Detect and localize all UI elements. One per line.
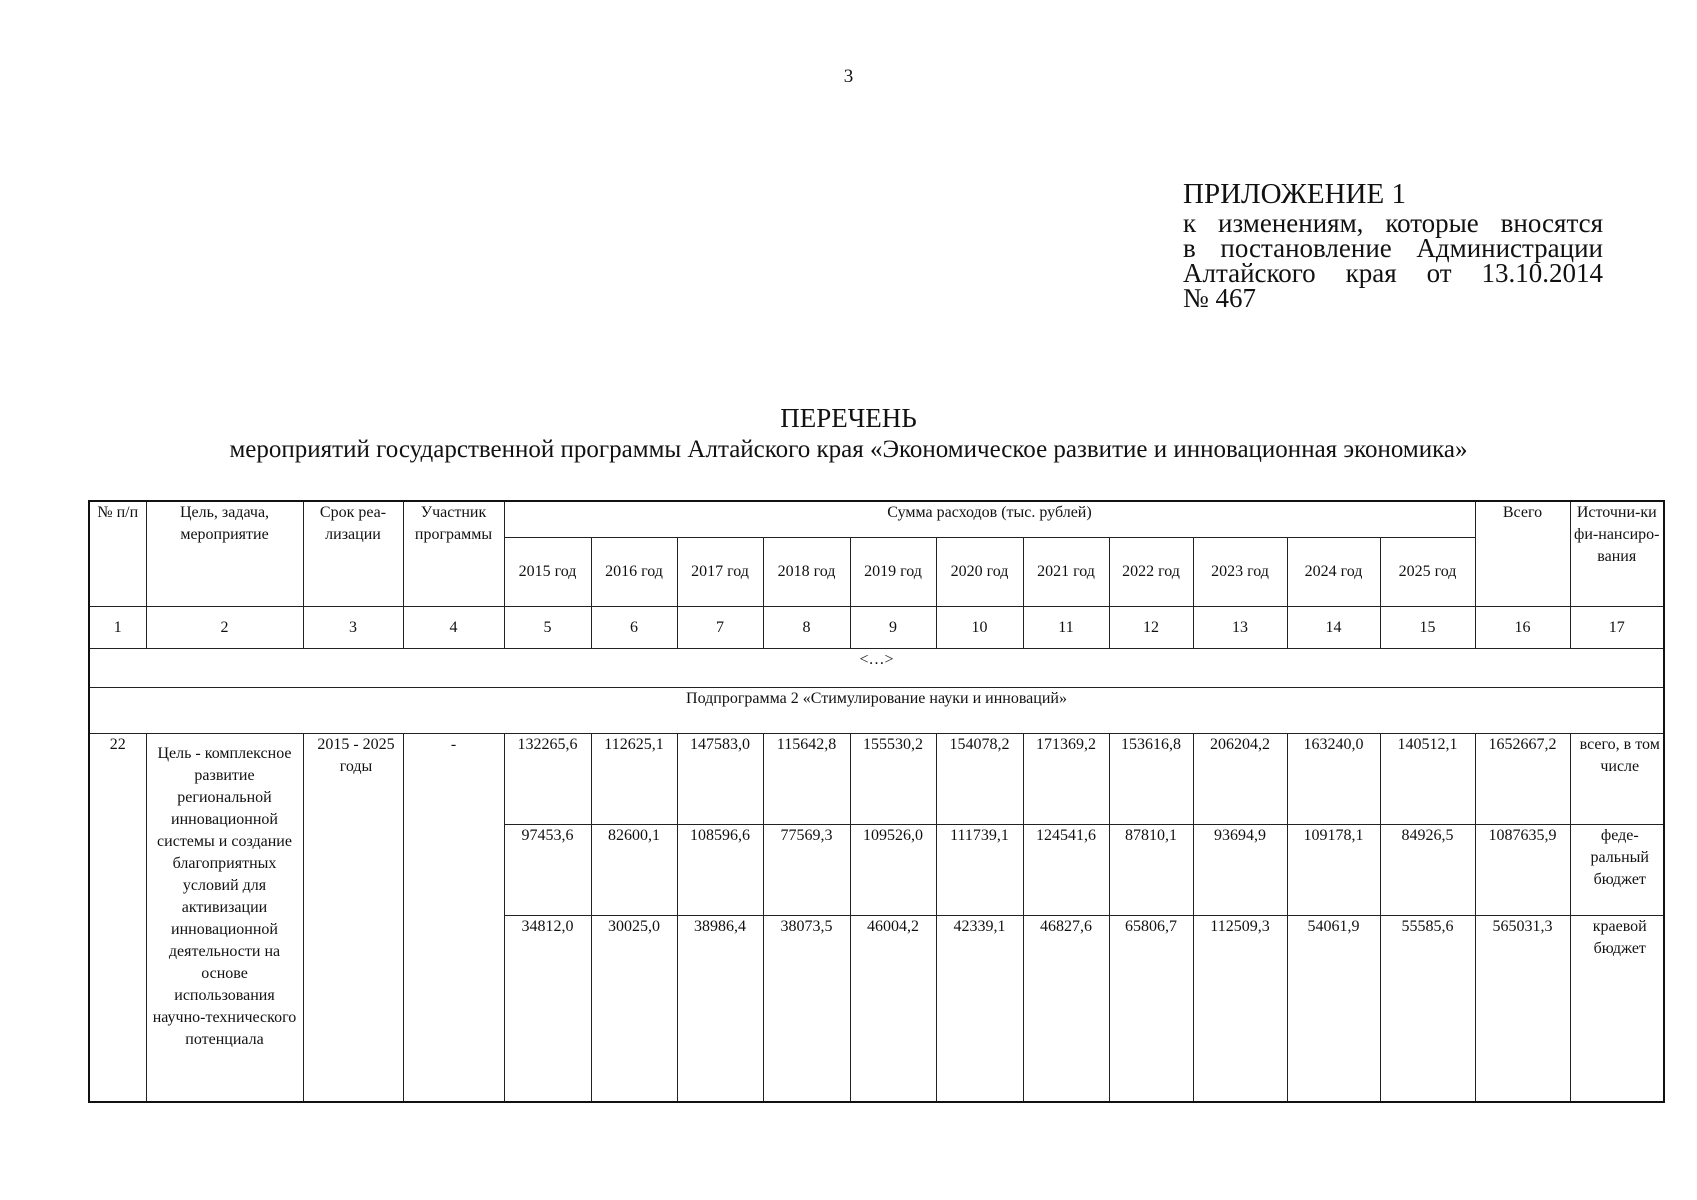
column-number: 7 [677,607,763,649]
measures-table [88,500,1665,1103]
amount-cell: 108596,6 [677,825,763,916]
appendix-line: Алтайского края от 13.10.2014 [1183,258,1603,288]
header-year: 2023 год [1193,538,1287,607]
amount-cell: 82600,1 [591,825,677,916]
column-number: 5 [504,607,591,649]
amount-cell: 132265,6 [504,734,591,825]
column-number: 10 [936,607,1023,649]
amount-cell: 153616,8 [1109,734,1193,825]
subprogram-title: Подпрограмма 2 «Стимулирование науки и инноваций» [89,688,1664,734]
header-num: № п/п [89,501,146,607]
column-number: 9 [850,607,936,649]
column-number: 4 [403,607,504,649]
total-cell: 1087635,9 [1475,825,1570,916]
amount-cell: 171369,2 [1023,734,1109,825]
document-title: ПЕРЕЧЕНЬ [780,403,917,433]
amount-cell: 55585,6 [1380,916,1475,1103]
total-cell: 1652667,2 [1475,734,1570,825]
column-number: 14 [1287,607,1380,649]
column-number: 15 [1380,607,1475,649]
amount-cell: 111739,1 [936,825,1023,916]
appendix-line: к изменениям, которые вносятся [1183,208,1603,238]
amount-cell: 87810,1 [1109,825,1193,916]
total-cell: 565031,3 [1475,916,1570,1103]
page-number: 3 [843,66,854,87]
table-row [89,734,1664,825]
header-year: 2022 год [1109,538,1193,607]
row-number: 22 [89,734,146,1103]
row-term: 2015 - 2025 годы [303,734,403,1103]
omitted-rows-marker: <…> [89,649,1664,688]
header-term: Срок реа-лизации [303,501,403,607]
header-year: 2024 год [1287,538,1380,607]
column-number: 17 [1570,607,1664,649]
header-year: 2015 год [504,538,591,607]
column-number: 6 [591,607,677,649]
column-number: 8 [763,607,850,649]
column-number: 12 [1109,607,1193,649]
amount-cell: 112509,3 [1193,916,1287,1103]
amount-cell: 97453,6 [504,825,591,916]
header-expenses: Сумма расходов (тыс. рублей) [504,501,1475,538]
funding-source: краевой бюджет [1570,916,1664,1103]
column-number: 3 [303,607,403,649]
amount-cell: 30025,0 [591,916,677,1103]
appendix-block [1183,178,1603,311]
header-year: 2025 год [1380,538,1475,607]
amount-cell: 124541,6 [1023,825,1109,916]
header-year: 2019 год [850,538,936,607]
header-goal: Цель, задача, мероприятие [146,501,303,607]
amount-cell: 112625,1 [591,734,677,825]
amount-cell: 42339,1 [936,916,1023,1103]
column-number: 11 [1023,607,1109,649]
amount-cell: 46827,6 [1023,916,1109,1103]
appendix-title: ПРИЛОЖЕНИЕ 1 [1183,178,1406,210]
header-sources: Источни-ки фи-нансиро-вания [1570,501,1664,607]
amount-cell: 34812,0 [504,916,591,1103]
header-year: 2021 год [1023,538,1109,607]
column-number: 1 [89,607,146,649]
amount-cell: 38073,5 [763,916,850,1103]
header-year: 2016 год [591,538,677,607]
amount-cell: 154078,2 [936,734,1023,825]
column-number-row [89,607,1664,649]
amount-cell: 65806,7 [1109,916,1193,1103]
header-year: 2018 год [763,538,850,607]
amount-cell: 93694,9 [1193,825,1287,916]
document-heading [0,402,1697,466]
column-number: 16 [1475,607,1570,649]
amount-cell: 38986,4 [677,916,763,1103]
amount-cell: 84926,5 [1380,825,1475,916]
amount-cell: 155530,2 [850,734,936,825]
appendix-number: № 467 [1183,283,1257,313]
document-subtitle: мероприятий государственной программы Алтайского края «Экономическое развитие и инновационная экономика» [229,436,1468,463]
row-participant: - [403,734,504,1103]
amount-cell: 109178,1 [1287,825,1380,916]
header-year: 2020 год [936,538,1023,607]
amount-cell: 109526,0 [850,825,936,916]
amount-cell: 115642,8 [763,734,850,825]
amount-cell: 206204,2 [1193,734,1287,825]
column-number: 13 [1193,607,1287,649]
amount-cell: 77569,3 [763,825,850,916]
funding-source: феде-ральный бюджет [1570,825,1664,916]
amount-cell: 163240,0 [1287,734,1380,825]
amount-cell: 140512,1 [1380,734,1475,825]
column-number: 2 [146,607,303,649]
amount-cell: 54061,9 [1287,916,1380,1103]
amount-cell: 46004,2 [850,916,936,1103]
funding-source: всего, в том числе [1570,734,1664,825]
appendix-line: в постановление Администрации [1183,233,1603,263]
header-participant: Участник программы [403,501,504,607]
amount-cell: 147583,0 [677,734,763,825]
row-goal: Цель - комплексное развитие региональной инновационной системы и создание благоприятных условий для активизации инновационной деятельности на основе использования научно-технического потенциала [146,734,303,1103]
header-total: Всего [1475,501,1570,607]
header-year: 2017 год [677,538,763,607]
